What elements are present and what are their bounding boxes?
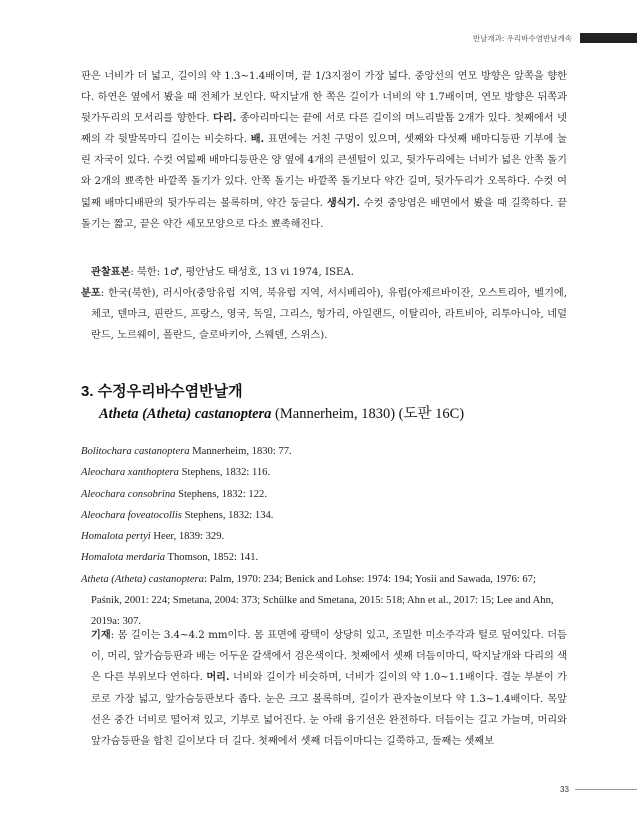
synonym-entry: Aleochara xanthoptera Stephens, 1832: 116. [81,467,271,479]
section-heading: 3. 수정우리바수염반날개 [81,383,243,400]
scientific-name: Atheta (Atheta) castanoptera [99,406,272,422]
abdomen-label: 배. [250,133,265,146]
footer-rule [575,789,637,790]
synonym-list [81,441,567,633]
page-footer [560,785,637,794]
specimen-paragraph: 관찰표본: 북한: 1♂, 평안남도 태성호, 13 vi 1974, ISEA. [91,266,354,278]
specimen-label: 관찰표본 [91,266,131,278]
description-paragraph: 기재: 몸 길이는 3.4~4.2 mm이다. 몸 표면에 광택이 상당히 있고, 조밀한 미소주각과 털로 덮여있다. 더듬이, 머리, 앞가슴등판과 배는 어두운 갈색에서 검은색이다. 첫째에서 셋째 더듬이마디, 딱지날개와 다리의 색은 다른 부위보다 연하다. 머리. 너비와 길이가 비슷하며, 너비가 길이의 약 1.0~1.1배이다. 겹눈 부분이 가로로 가장 넓고, 앞가슴등판보다 좁다. 눈은 크고 볼록하며, 길이가 관자놀이보다 약 1.3~1.4배이다. 목앞선은 중간 너비로 떨어져 있고, 기부로 넓어진다. 눈 아래 융기선은 완전하다. 더듬이는 길고 가늘며, 머리와 앞가슴등판을 합친 길이보다 더 길다. 첫째에서 셋째 더듬이마디는 길쭉하고, 둘째는 셋째보 [91,629,567,748]
synonym-entry: Homalota pertyi Heer, 1839: 329. [81,531,225,543]
material-block [81,262,567,346]
genitalia-label: 생식기. [326,196,360,209]
synonym-entry: Atheta (Atheta) castanoptera: Palm, 1970: 234; Benick and Lohse: 1974: 194; Yosii and Sawada, 1976: 67; Paśnik, 2001: 224; Smetana, 2004: 373; Schülke and Smetana, 2015: 518; Ahn et al., 2017: 15; Lee and Ahn, 2019a: 307. [81,573,554,628]
intro-text: 판은 너비가 더 넓고, 길이의 약 1.3~1.4배이며, 끝 1/3지점이 가장 넓다. 중앙선의 연모 방향은 앞쪽을 향한다. 하연은 옆에서 봤을 때 전체가 보인다. 딱지날개 한 쪽은 길이가 너비의 약 1.7배이며, 연모 방향은 뒤쪽과 뒷가두리의 모서리를 향한다. 다리. 종아리마디는 끝에 서로 다른 길이의 며느리발톱 2개가 있다. 첫째에서 넷째의 각 뒷발목마디 길이는 비슷하다. 배. 표면에는 거친 구멍이 있으며, 셋째와 다섯째 배마디등판 기부에 눌린 자국이 있다. 수컷 여덟째 배마디등판은 양 옆에 4개의 큰센털이 있고, 뒷가두리에는 너비가 넓은 안쪽 돌기와 2개의 뾰족한 바깥쪽 돌기가 있다. 안쪽 돌기는 바깥쪽 돌기보다 약간 길며, 뒷가두리가 오목하다. 수컷 여덟째 배마디배판의 뒷가두리는 볼록하며, 약간 둥글다. 생식기. 수컷 중앙엽은 배면에서 봤을 때 길쭉하다. 끝돌기는 짧고, 끝은 약간 세모모양으로 다소 뾰족해진다. [81,71,567,230]
authority: (Mannerheim, 1830) [271,406,396,422]
plate-reference: (도판 16C) [395,406,465,422]
page-number: 33 [560,785,569,794]
distribution-paragraph: 분포: 한국(북한), 러시아(중앙유럽 지역, 북유럽 지역, 서시베리아), 유럽(아제르바이잔, 오스트리아, 벨기에, 체코, 덴마크, 핀란드, 프랑스, 영국, 독일, 그리스, 헝가리, 아일랜드, 이탈리아, 라트비아, 리투아니아, 네덜란드, 노르웨이, 폴란드, 슬로바키아, 스웨덴, 스위스). [81,287,567,342]
synonym-entry: Aleochara foveatocollis Stephens, 1832: 134. [81,509,274,521]
synonym-entry: Aleochara consobrina Stephens, 1832: 122. [81,488,267,500]
running-header [473,32,637,44]
distribution-label: 분포 [81,287,101,300]
leg-label: 다리. [213,112,237,125]
scientific-name-heading [99,402,464,423]
head-label: 머리. [206,671,230,684]
synonym-entry: Bolitochara castanoptera Mannerheim, 1830: 77. [81,446,292,457]
header-bar [580,33,637,43]
description-label: 기재 [91,629,111,641]
synonym-entry: Homalota merdaria Thomson, 1852: 141. [81,552,259,564]
running-title: 반날개과: 우리바수염반날개속 [472,33,572,43]
intro-paragraph [81,66,567,235]
